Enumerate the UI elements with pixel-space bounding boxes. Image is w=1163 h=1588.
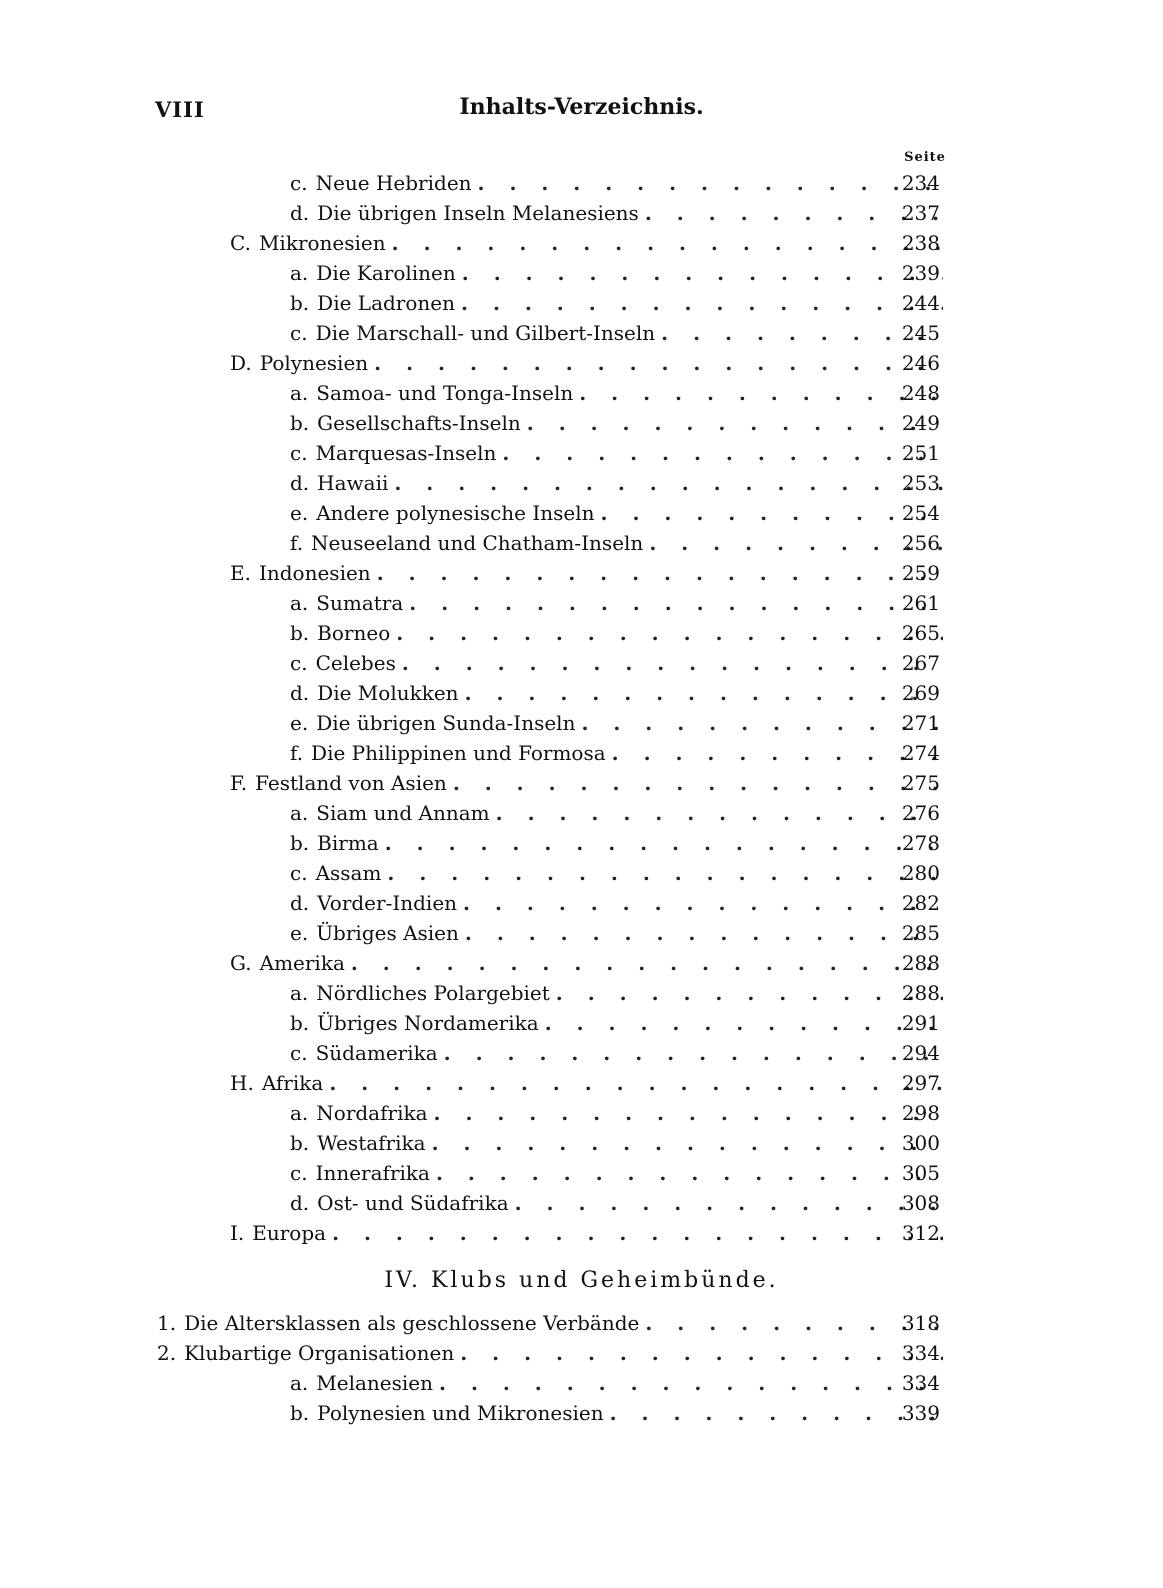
toc-entry-title: Borneo [317, 621, 391, 645]
toc-entry [0, 438, 1163, 468]
page-number: VIII [155, 97, 205, 122]
leader-dots [409, 588, 943, 618]
toc-entry [0, 978, 1163, 1008]
toc-entry-label: d. [290, 1191, 310, 1215]
toc-entry [0, 1128, 1163, 1158]
toc-entry-page: 256 [901, 531, 940, 555]
toc-entry [0, 1398, 1163, 1428]
toc-entry-page: 300 [901, 1131, 940, 1155]
toc-entry [0, 1008, 1163, 1038]
toc-entry-page: 339 [901, 1401, 940, 1425]
toc-entry [0, 288, 1163, 318]
toc-entry-title: Übriges Nordamerika [317, 1011, 539, 1035]
toc-entry [0, 738, 1163, 768]
toc-entry-text [290, 858, 943, 888]
toc-entry-label: D. [230, 351, 252, 375]
toc-entry-text [290, 798, 943, 828]
toc-entry-page: 259 [901, 561, 940, 585]
toc-entry [0, 1218, 1163, 1248]
toc-entry-title: Assam [315, 861, 382, 885]
toc-entry-label: c. [290, 1161, 308, 1185]
toc-entry-page: 305 [901, 1161, 940, 1185]
toc-entry-label: d. [290, 201, 310, 225]
toc-entry-text [290, 198, 943, 228]
toc-entry-text [290, 1008, 943, 1038]
toc-entry-page: 244 [901, 291, 940, 315]
toc-entry-text [290, 1158, 943, 1188]
toc-entry-page: 248 [901, 381, 940, 405]
toc-entry-page: 278 [901, 831, 940, 855]
toc-entry-label: F. [230, 771, 248, 795]
toc-entry-page: 234 [901, 171, 940, 195]
toc-entry-text [290, 288, 943, 318]
leader-dots [444, 1038, 943, 1068]
toc-entry-title: Polynesien [259, 351, 369, 375]
toc-entry-page: 271 [901, 711, 940, 735]
toc-entry-text [230, 1068, 943, 1098]
toc-entry [0, 1188, 1163, 1218]
toc-entry-title: Indonesien [258, 561, 371, 585]
toc-entry [0, 228, 1163, 258]
leader-dots [402, 648, 943, 678]
toc-entry [0, 318, 1163, 348]
toc-entry-text [290, 408, 943, 438]
section-heading: IV. Klubs und Geheimbünde. [384, 1268, 779, 1293]
toc-entry-page: 334 [901, 1371, 940, 1395]
toc-entry-title: Amerika [259, 951, 345, 975]
toc-entry-page: 291 [901, 1011, 940, 1035]
toc-entry-title: Birma [317, 831, 379, 855]
toc-entry-label: b. [290, 1401, 310, 1425]
toc-entry-title: Samoa- und Tonga-Inseln [316, 381, 574, 405]
toc-entry [0, 1338, 1163, 1368]
toc-entry [0, 918, 1163, 948]
toc-entry-title: Die Philippinen und Formosa [311, 741, 606, 765]
toc-entry-text [157, 1308, 943, 1338]
toc-entry-label: a. [290, 381, 309, 405]
toc-entry-title: Die Ladronen [317, 291, 456, 315]
leader-dots [396, 618, 943, 648]
toc-entry-label: I. [230, 1221, 245, 1245]
leader-dots [461, 288, 943, 318]
toc-entry-text [290, 1398, 943, 1428]
toc-entry-title: Sumatra [316, 591, 404, 615]
toc-entry-label: a. [290, 591, 309, 615]
toc-entry-label: e. [290, 501, 309, 525]
toc-entry-title: Siam und Annam [316, 801, 490, 825]
toc-entry-text [290, 1368, 943, 1398]
toc-entry-label: 2. [157, 1341, 177, 1365]
toc-entry-page: 245 [901, 321, 940, 345]
toc-entry-text [290, 888, 943, 918]
toc-entry-title: Nordafrika [316, 1101, 428, 1125]
toc-entry-page: 253 [901, 471, 940, 495]
toc-entry-text [290, 978, 943, 1008]
toc-entry [0, 408, 1163, 438]
toc-entry-label: f. [290, 531, 304, 555]
toc-entry-title: Die Marschall- und Gilbert-Inseln [315, 321, 656, 345]
toc-entry-page: 294 [901, 1041, 940, 1065]
toc-entry-label: a. [290, 261, 309, 285]
toc-entry-label: b. [290, 1011, 310, 1035]
toc-entry-page: 249 [901, 411, 940, 435]
toc-entry-page: 267 [901, 651, 940, 675]
leader-dots [460, 1338, 943, 1368]
toc-entry-title: Ost- und Südafrika [317, 1191, 509, 1215]
toc-entry [0, 798, 1163, 828]
toc-entry-text [290, 1098, 943, 1128]
toc-entry-text [230, 558, 943, 588]
toc-entry-text [290, 588, 943, 618]
toc-entry [0, 378, 1163, 408]
toc-entry-title: Vorder-Indien [317, 891, 458, 915]
toc-entry-title: Die übrigen Inseln Melanesiens [317, 201, 639, 225]
toc-entry-text [290, 528, 943, 558]
toc-entry-title: Mikronesien [258, 231, 386, 255]
toc-entry-label: E. [230, 561, 251, 585]
leader-dots [432, 1128, 943, 1158]
toc-entry-text [290, 498, 943, 528]
toc-entry-text [290, 1128, 943, 1158]
leader-dots [377, 558, 943, 588]
leader-dots [462, 258, 943, 288]
toc-entry-title: Neue Hebriden [315, 171, 472, 195]
toc-entry-text [290, 678, 943, 708]
toc-entry-page: 334 [901, 1341, 940, 1365]
toc-entry-label: b. [290, 411, 310, 435]
leader-dots [465, 918, 943, 948]
toc-entry-label: a. [290, 1371, 309, 1395]
toc-entry [0, 678, 1163, 708]
toc-entry-title: Südamerika [315, 1041, 438, 1065]
toc-entry [0, 828, 1163, 858]
toc-entry-text [290, 828, 943, 858]
toc-entry-page: 254 [901, 501, 940, 525]
toc-entry-page: 239 [901, 261, 940, 285]
toc-entry-title: Klubartige Organisationen [184, 1341, 455, 1365]
toc-entry-title: Gesellschafts-Inseln [317, 411, 521, 435]
toc-entry-text [290, 168, 943, 198]
toc-entry [0, 648, 1163, 678]
toc-entry-page: 274 [901, 741, 940, 765]
toc-entry-label: G. [230, 951, 252, 975]
toc-entry-text [230, 348, 943, 378]
toc-entry-page: 297 [901, 1071, 940, 1095]
toc-entry-page: 298 [901, 1101, 940, 1125]
toc-entry-title: Westafrika [317, 1131, 426, 1155]
toc-entry-title: Neuseeland und Chatham-Inseln [311, 531, 644, 555]
toc-entry-text [290, 618, 943, 648]
toc-entry-title: Die Karolinen [316, 261, 456, 285]
toc-entry-page: 276 [901, 801, 940, 825]
toc-entry-page: 288 [901, 951, 940, 975]
toc-entry-label: c. [290, 1041, 308, 1065]
toc-entry-label: d. [290, 891, 310, 915]
toc-entry-text [290, 738, 943, 768]
toc-entry-text [290, 1188, 943, 1218]
toc-entry [0, 588, 1163, 618]
toc-entry-label: c. [290, 861, 308, 885]
toc-entry-title: Übriges Asien [316, 921, 459, 945]
toc-entry [0, 558, 1163, 588]
toc-entry [0, 528, 1163, 558]
toc-entry-page: 312 [901, 1221, 940, 1245]
toc-list-section-iv [0, 1308, 1163, 1428]
toc-entry-title: Nördliches Polargebiet [316, 981, 550, 1005]
toc-entry [0, 1308, 1163, 1338]
toc-entry [0, 198, 1163, 228]
toc-entry-label: a. [290, 981, 309, 1005]
toc-entry-text [230, 1218, 943, 1248]
toc-entry-label: b. [290, 291, 310, 315]
toc-entry-label: c. [290, 171, 308, 195]
toc-entry-text [290, 378, 943, 408]
running-title: Inhalts-Verzeichnis. [459, 94, 704, 120]
toc-entry-page: 280 [901, 861, 940, 885]
toc-entry [0, 1158, 1163, 1188]
toc-entry-label: b. [290, 1131, 310, 1155]
leader-dots [385, 828, 943, 858]
toc-entry-page: 318 [901, 1311, 940, 1335]
toc-entry [0, 888, 1163, 918]
toc-entry-label: b. [290, 621, 310, 645]
toc-entry [0, 768, 1163, 798]
toc-entry-text [290, 1038, 943, 1068]
toc-entry-label: b. [290, 831, 310, 855]
toc-entry-page: 288 [901, 981, 940, 1005]
toc-entry-title: Festland von Asien [255, 771, 447, 795]
leader-dots [502, 438, 943, 468]
leader-dots [463, 888, 943, 918]
leader-dots [374, 348, 943, 378]
leader-dots [329, 1068, 943, 1098]
toc-entry-page: 237 [901, 201, 940, 225]
toc-list [0, 168, 1163, 1248]
toc-entry-title: Innerafrika [315, 1161, 430, 1185]
toc-entry-label: d. [290, 471, 310, 495]
leader-dots [351, 948, 943, 978]
toc-entry-text [230, 228, 943, 258]
toc-entry-title: Europa [252, 1221, 327, 1245]
toc-entry [0, 618, 1163, 648]
toc-entry-label: a. [290, 1101, 309, 1125]
leader-dots [453, 768, 943, 798]
leader-dots [439, 1368, 943, 1398]
toc-entry [0, 168, 1163, 198]
toc-entry-text [290, 438, 943, 468]
toc-entry-title: Melanesien [316, 1371, 434, 1395]
toc-entry-page: 269 [901, 681, 940, 705]
toc-entry-label: e. [290, 711, 309, 735]
toc-entry-title: Die Altersklassen als geschlossene Verbände [184, 1311, 640, 1335]
toc-entry-title: Die übrigen Sunda-Inseln [316, 711, 576, 735]
toc-entry-text [230, 768, 943, 798]
toc-entry-text [290, 318, 943, 348]
toc-entry-title: Hawaii [317, 471, 389, 495]
toc-entry-page: 246 [901, 351, 940, 375]
toc-entry [0, 258, 1163, 288]
toc-entry-label: C. [230, 231, 251, 255]
toc-entry-label: c. [290, 441, 308, 465]
toc-entry-text [290, 708, 943, 738]
leader-dots [434, 1098, 943, 1128]
toc-entry-title: Polynesien und Mikronesien [317, 1401, 604, 1425]
toc-entry-label: H. [230, 1071, 254, 1095]
toc-entry [0, 1368, 1163, 1398]
toc-entry-text [290, 918, 943, 948]
leader-dots [387, 858, 943, 888]
toc-entry-page: 308 [901, 1191, 940, 1215]
toc-entry [0, 1098, 1163, 1128]
toc-entry-text [157, 1338, 943, 1368]
toc-entry-label: 1. [157, 1311, 177, 1335]
toc-entry-text [290, 648, 943, 678]
toc-entry [0, 1068, 1163, 1098]
toc-entry-title: Afrika [261, 1071, 324, 1095]
toc-entry [0, 1038, 1163, 1068]
leader-dots [394, 468, 943, 498]
toc-entry [0, 348, 1163, 378]
toc-entry [0, 498, 1163, 528]
leader-dots [496, 798, 943, 828]
toc-entry [0, 468, 1163, 498]
toc-entry-label: e. [290, 921, 309, 945]
toc-entry [0, 858, 1163, 888]
leader-dots [478, 168, 943, 198]
toc-entry-page: 261 [901, 591, 940, 615]
toc-entry [0, 948, 1163, 978]
toc-entry-page: 251 [901, 441, 940, 465]
leader-dots [392, 228, 943, 258]
toc-entry-page: 238 [901, 231, 940, 255]
toc-entry-title: Die Molukken [317, 681, 459, 705]
seite-label: Seite [904, 150, 946, 165]
toc-entry-text [290, 468, 943, 498]
toc-entry-page: 265 [901, 621, 940, 645]
toc-entry-label: a. [290, 801, 309, 825]
toc-entry-page: 275 [901, 771, 940, 795]
toc-entry-title: Andere polynesische Inseln [316, 501, 595, 525]
toc-entry-label: c. [290, 651, 308, 675]
toc-entry-label: d. [290, 681, 310, 705]
toc-entry [0, 708, 1163, 738]
toc-entry-text [290, 258, 943, 288]
toc-entry-title: Marquesas-Inseln [315, 441, 497, 465]
leader-dots [436, 1158, 943, 1188]
leader-dots [465, 678, 943, 708]
toc-entry-text [230, 948, 943, 978]
toc-entry-title: Celebes [315, 651, 396, 675]
toc-entry-page: 282 [901, 891, 940, 915]
toc-entry-label: f. [290, 741, 304, 765]
toc-entry-page: 285 [901, 921, 940, 945]
toc-entry-label: c. [290, 321, 308, 345]
leader-dots [332, 1218, 943, 1248]
leader-dots [515, 1188, 943, 1218]
